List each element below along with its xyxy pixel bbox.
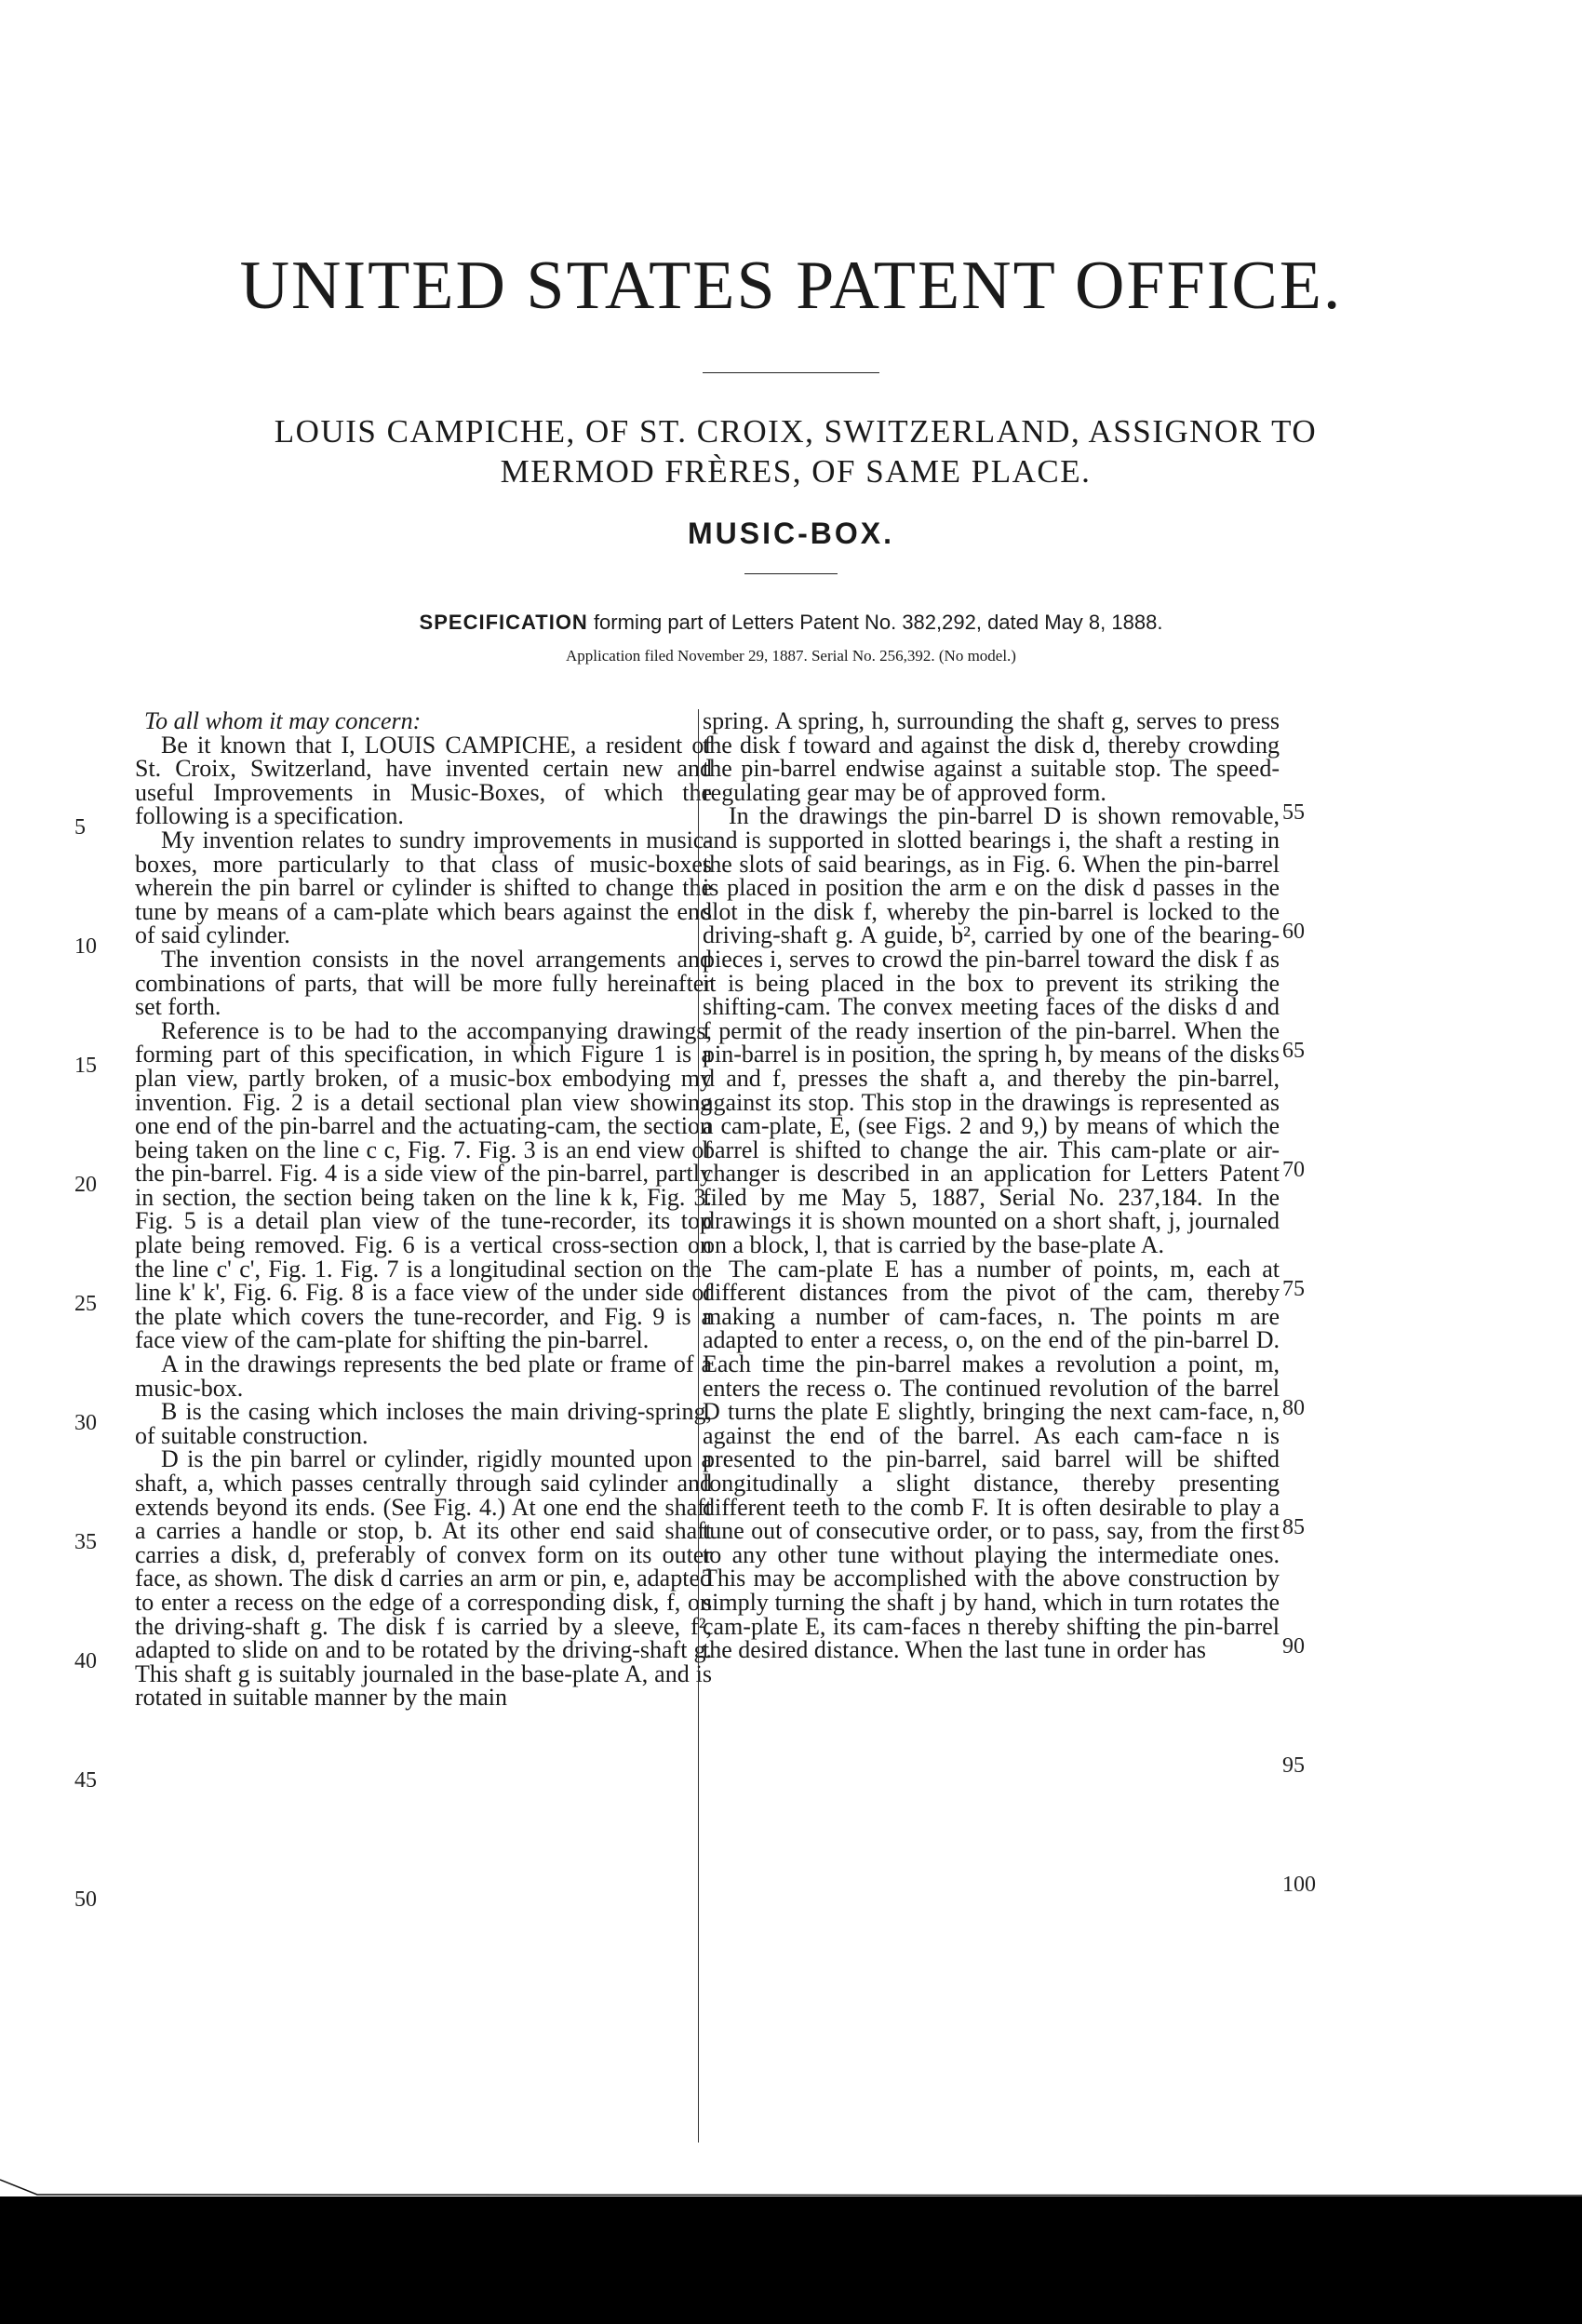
paragraph: A in the drawings represents the bed plate or frame of a music-box. xyxy=(135,1350,712,1402)
line-number: 5 xyxy=(74,815,86,840)
title-rule xyxy=(703,372,879,373)
line-number: 65 xyxy=(1282,1039,1305,1063)
invention-title: MUSIC-BOX. xyxy=(688,517,894,550)
line-number: 15 xyxy=(74,1054,97,1078)
specification-details: forming part of Letters Patent No. 382,292, dated May 8, 1888. xyxy=(593,611,1163,634)
line-number: 100 xyxy=(1282,1873,1316,1897)
line-number: 90 xyxy=(1282,1634,1305,1659)
paragraph: In the drawings the pin-barrel D is shown removable, and is supported in slotted bearings i, the shaft a resting in the slots of said bearings, as in Fig. 6. When the pin-barrel is placed in position the arm e on the disk d passes in the slot in the disk f, whereby the pin-barrel is locked to the driving-shaft g. A guide, b², carried by one of the bearing-pieces i, serves to crowd the pin-barrel toward the disk f as it is being placed in the box to prevent its striking the shifting-cam. The convex meeting faces of the disks d and f permit of the ready insertion of the pin-barrel. When the pin-barrel is in position, the spring h, by means of the disks d and f, presses the shaft a, and thereby the pin-barrel, against its stop. This stop in the drawings is represented as a cam-plate, E, (see Figs. 2 and 9,) by means of which the barrel is shifted to change the air. This cam-plate or air-changer is described in an application for Letters Patent filed by me May 5, 1887, Serial No. 237,184. In the drawings it is shown mounted on a short shaft, j, journaled on a block, l, that is carried by the base-plate A. xyxy=(703,802,1280,1259)
office-title: UNITED STATES PATENT OFFICE. xyxy=(239,248,1343,324)
salutation: To all whom it may concern: xyxy=(144,707,422,734)
line-number: 60 xyxy=(1282,920,1305,944)
specification-line xyxy=(0,610,1582,636)
line-number: 25 xyxy=(74,1292,97,1316)
paragraph: My invention relates to sundry improvements in music-boxes, more particularly to that class of music-boxes wherein the pin barrel or cylinder is shifted to change the tune by means of a cam-plate which bears against the end of said cylinder. xyxy=(135,826,712,949)
paragraph: B is the casing which incloses the main driving-spring, of suitable construction. xyxy=(135,1398,712,1449)
line-number: 20 xyxy=(74,1173,97,1197)
line-number: 40 xyxy=(74,1649,97,1673)
line-number: 10 xyxy=(74,934,97,959)
line-number: 30 xyxy=(74,1411,97,1435)
scan-border xyxy=(0,2196,1582,2324)
paragraph: spring. A spring, h, surrounding the shaft g, serves to press the disk f toward and against the disk d, thereby crowding the pin-barrel endwise against a suitable stop. The speed-regulating gear may be of approved form. xyxy=(703,707,1280,806)
line-number: 75 xyxy=(1282,1277,1305,1301)
specification-label: SPECIFICATION xyxy=(419,611,588,634)
line-number: 35 xyxy=(74,1530,97,1554)
scan-edge-mark xyxy=(0,2178,1582,2196)
right-column xyxy=(703,709,1280,1662)
line-number: 95 xyxy=(1282,1753,1305,1778)
line-number: 85 xyxy=(1282,1515,1305,1539)
line-number: 45 xyxy=(74,1768,97,1793)
column-divider xyxy=(698,709,699,2143)
paragraph: The invention consists in the novel arrangements and combinations of parts, that will be more fully hereinafter set forth. xyxy=(135,945,712,1021)
application-line: Application filed November 29, 1887. Serial No. 256,392. (No model.) xyxy=(566,647,1016,665)
invention-rule xyxy=(744,573,838,574)
paragraph: Reference is to be had to the accompanying drawings, forming part of this specification, in which Figure 1 is a plan view, partly broken, of a music-box embodying my invention. Fig. 2 is a detail sectional plan view showing one end of the pin-barrel and the actuating-cam, the section being taken on the line c c, Fig. 7. Fig. 3 is an end view of the pin-barrel. Fig. 4 is a side view of the pin-barrel, partly in section, the section being taken on the line k k, Fig. 3. Fig. 5 is a detail plan view of the tune-recorder, its top plate being removed. Fig. 6 is a vertical cross-section on the line c' c', Fig. 1. Fig. 7 is a longitudinal section on the line k' k', Fig. 6. Fig. 8 is a face view of the under side of the plate which covers the tune-recorder, and Fig. 9 is a face view of the cam-plate for shifting the pin-barrel. xyxy=(135,1016,712,1354)
left-column xyxy=(135,709,712,1710)
line-number: 55 xyxy=(1282,800,1305,825)
assignment-text: LOUIS CAMPICHE, OF ST. CROIX, SWITZERLAND, ASSIGNOR TO MERMOD FRÈRES, OF SAME PLACE. xyxy=(274,413,1318,490)
line-number: 80 xyxy=(1282,1396,1305,1420)
paragraph: D is the pin barrel or cylinder, rigidly mounted upon a shaft, a, which passes centrally through said cylinder and extends beyond its ends. (See Fig. 4.) At one end the shaft a carries a handle or stop, b. At its other end said shaft carries a disk, d, preferably of convex form on its outer face, as shown. The disk d carries an arm or pin, e, adapted to enter a recess on the edge of a corresponding disk, f, on the driving-shaft g. The disk f is carried by a sleeve, f², adapted to slide on and to be rotated by the driving-shaft g. This shaft g is suitably journaled in the base-plate A, and is rotated in suitable manner by the main xyxy=(135,1445,712,1712)
line-number: 50 xyxy=(74,1887,97,1912)
line-number: 70 xyxy=(1282,1158,1305,1182)
paragraph: The cam-plate E has a number of points, m, each at different distances from the pivot of the cam, thereby making a number of cam-faces, n. The points m are adapted to enter a recess, o, on the end of the pin-barrel D. Each time the pin-barrel makes a revolution a point, m, enters the recess o. The continued revolution of the barrel D turns the plate E slightly, bringing the next cam-face, n, against the end of the barrel. As each cam-face n is presented to the pin-barrel, said barrel will be shifted longitudinally a slight distance, thereby presenting different teeth to the comb F. It is often desirable to play a tune out of consecutive order, or to pass, say, from the first to any other tune without playing the intermediate ones. This may be accomplished with the above construction by simply turning the shaft j by hand, which in turn rotates the cam-plate E, its cam-faces n thereby shifting the pin-barrel the desired distance. When the last tune in order has xyxy=(703,1255,1280,1664)
paragraph: Be it known that I, LOUIS CAMPICHE, a resident of St. Croix, Switzerland, have invented certain new and useful Improvements in Music-Boxes, of which the following is a specification. xyxy=(135,731,712,830)
